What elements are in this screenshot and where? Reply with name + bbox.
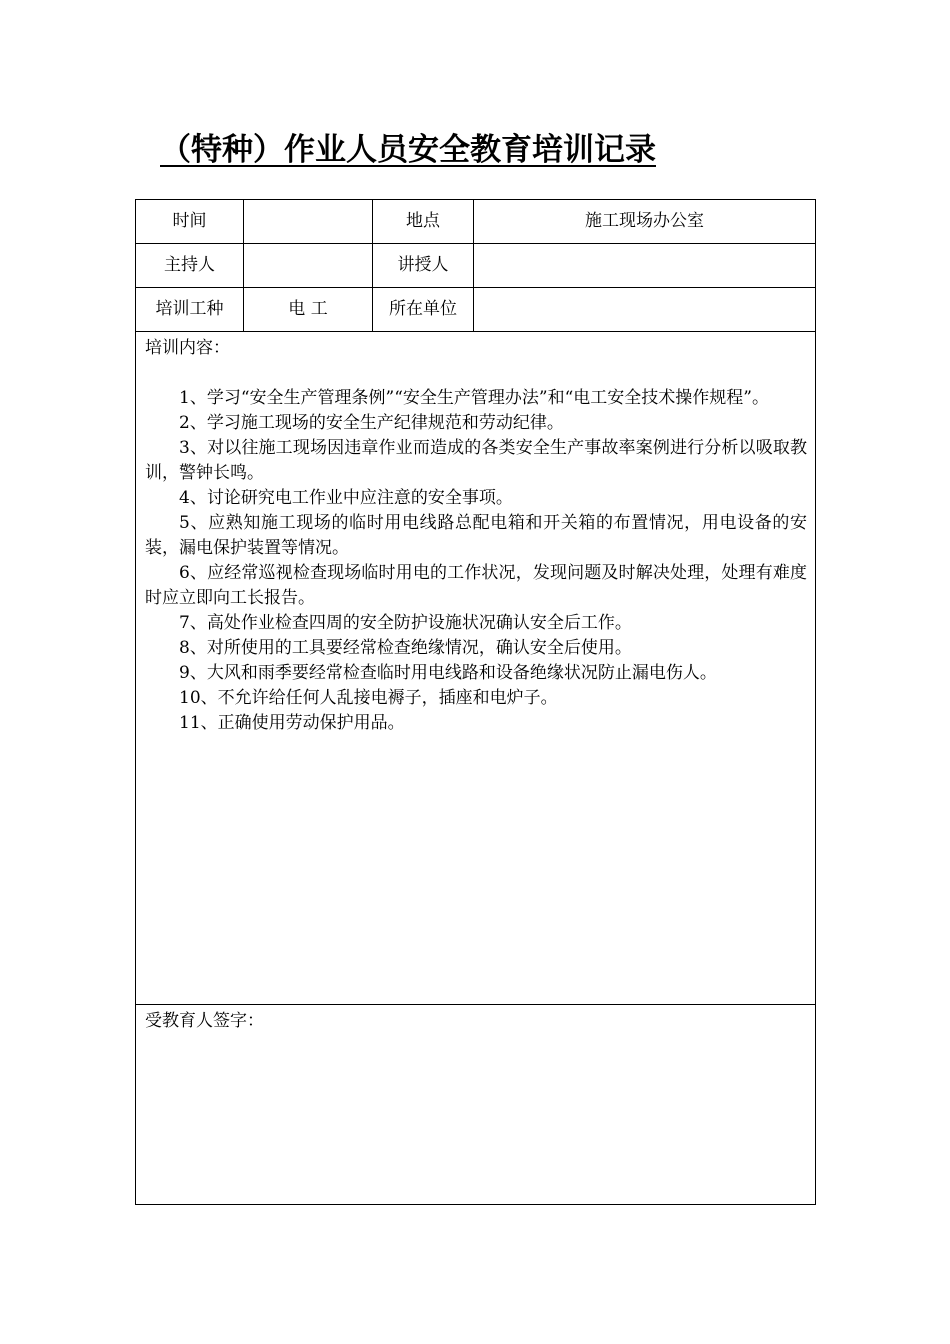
trade-value[interactable]: 电 工	[244, 288, 373, 332]
list-item: 6、应经常巡视检查现场临时用电的工作状况，发现问题及时解决处理，处理有难度时应立即向工长报告。	[145, 563, 807, 608]
lecturer-value[interactable]	[474, 244, 816, 288]
unit-label: 所在单位	[373, 288, 474, 332]
list-item: 2、学习施工现场的安全生产纪律规范和劳动纪律。	[179, 413, 564, 433]
row-signature	[136, 1005, 816, 1205]
list-item: 8、对所使用的工具要经常检查绝缘情况，确认安全后使用。	[179, 638, 632, 658]
list-item: 1、学习“安全生产管理条例”“安全生产管理办法”和“电工安全技术操作规程”。	[179, 388, 769, 408]
location-label: 地点	[373, 200, 474, 244]
training-record-table	[135, 199, 816, 1205]
list-item: 4、讨论研究电工作业中应注意的安全事项。	[179, 488, 513, 508]
content-list	[145, 386, 807, 736]
host-label: 主持人	[136, 244, 244, 288]
trade-label: 培训工种	[136, 288, 244, 332]
signature-label: 受教育人签字：	[145, 1011, 264, 1031]
time-value[interactable]	[244, 200, 373, 244]
training-content-cell	[136, 332, 816, 1005]
row-time-location	[136, 200, 816, 244]
list-item: 3、对以往施工现场因违章作业而造成的各类安全生产事故率案例进行分析以吸取教训，警钟长鸣。	[145, 438, 807, 483]
page-title: （特种）作业人员安全教育培训记录	[160, 132, 656, 168]
list-item: 5、应熟知施工现场的临时用电线路总配电箱和开关箱的布置情况，用电设备的安装，漏电保护装置等情况。	[145, 513, 807, 558]
lecturer-label: 讲授人	[373, 244, 474, 288]
location-value[interactable]: 施工现场办公室	[474, 200, 816, 244]
spacer	[145, 361, 807, 386]
content-heading: 培训内容：	[145, 338, 230, 358]
time-label: 时间	[136, 200, 244, 244]
unit-value[interactable]	[474, 288, 816, 332]
list-item: 11、正确使用劳动保护用品。	[179, 713, 405, 733]
list-item: 10、不允许给任何人乱接电褥子，插座和电炉子。	[179, 688, 558, 708]
list-item: 9、大风和雨季要经常检查临时用电线路和设备绝缘状况防止漏电伤人。	[179, 663, 717, 683]
signature-cell[interactable]	[136, 1005, 816, 1205]
row-trade-unit	[136, 288, 816, 332]
row-host-lecturer	[136, 244, 816, 288]
row-training-content	[136, 332, 816, 1005]
host-value[interactable]	[244, 244, 373, 288]
list-item: 7、高处作业检查四周的安全防护设施状况确认安全后工作。	[179, 613, 632, 633]
